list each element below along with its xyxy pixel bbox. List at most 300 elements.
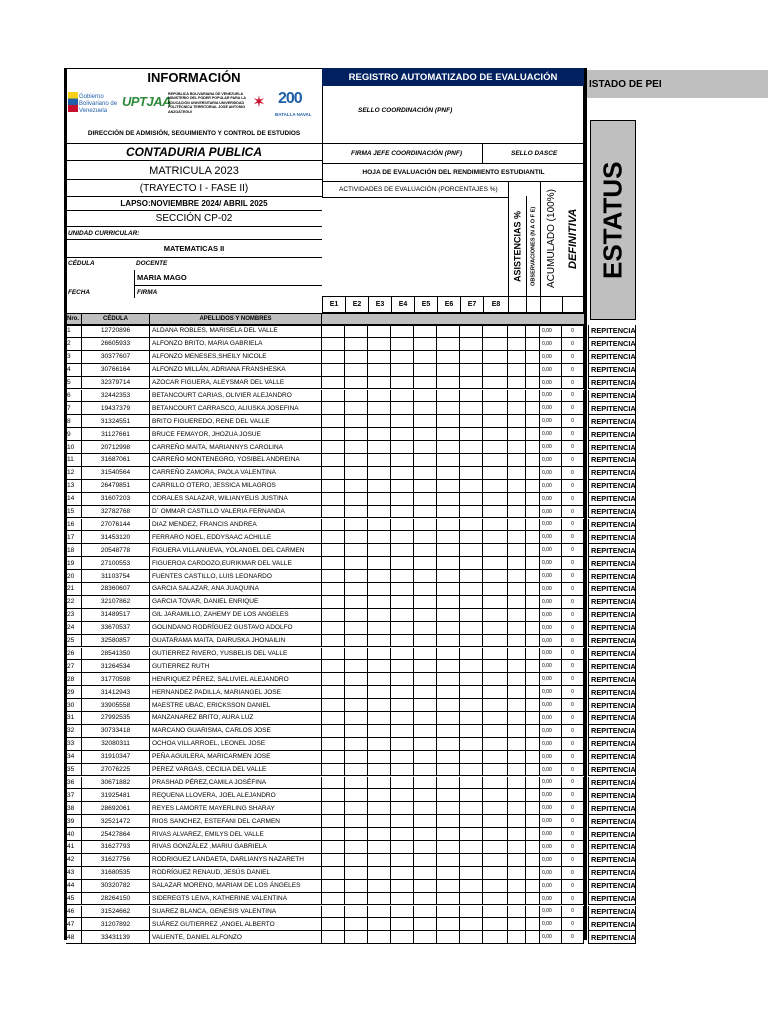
asistencia-cell[interactable]	[508, 880, 526, 892]
eval-cell[interactable]	[414, 325, 437, 337]
eval-cell[interactable]	[460, 841, 483, 853]
eval-cell[interactable]	[368, 402, 391, 414]
observacion-cell[interactable]	[526, 751, 540, 763]
eval-cell[interactable]	[322, 854, 345, 866]
eval-cell[interactable]	[322, 777, 345, 789]
eval-cell[interactable]	[460, 673, 483, 685]
observacion-cell[interactable]	[526, 893, 540, 905]
asistencia-cell[interactable]	[508, 686, 526, 698]
eval-cell[interactable]	[368, 377, 391, 389]
eval-cell[interactable]	[414, 390, 437, 402]
eval-cell[interactable]	[368, 428, 391, 440]
observacion-cell[interactable]	[526, 738, 540, 750]
asistencia-cell[interactable]	[508, 918, 526, 930]
eval-cell[interactable]	[322, 673, 345, 685]
observacion-cell[interactable]	[526, 918, 540, 930]
eval-cell[interactable]	[322, 609, 345, 621]
asistencia-cell[interactable]	[508, 377, 526, 389]
eval-cell[interactable]	[437, 519, 460, 531]
eval-cell[interactable]	[414, 480, 437, 492]
observacion-cell[interactable]	[526, 828, 540, 840]
observacion-cell[interactable]	[526, 867, 540, 879]
asistencia-cell[interactable]	[508, 815, 526, 827]
asistencia-cell[interactable]	[508, 738, 526, 750]
eval-cell[interactable]	[483, 441, 508, 453]
asistencia-cell[interactable]	[508, 338, 526, 350]
eval-cell[interactable]	[322, 867, 345, 879]
asistencia-cell[interactable]	[508, 906, 526, 918]
eval-cell[interactable]	[322, 699, 345, 711]
eval-cell[interactable]	[437, 673, 460, 685]
asistencia-cell[interactable]	[508, 789, 526, 801]
eval-cell[interactable]	[391, 841, 414, 853]
eval-cell[interactable]	[368, 906, 391, 918]
eval-cell[interactable]	[345, 815, 368, 827]
eval-cell[interactable]	[414, 712, 437, 724]
eval-cell[interactable]	[322, 635, 345, 647]
eval-cell[interactable]	[368, 441, 391, 453]
eval-cell[interactable]	[483, 480, 508, 492]
eval-cell[interactable]	[345, 686, 368, 698]
eval-cell[interactable]	[368, 648, 391, 660]
observacion-cell[interactable]	[526, 635, 540, 647]
eval-cell[interactable]	[345, 338, 368, 350]
eval-cell[interactable]	[391, 351, 414, 363]
eval-cell[interactable]	[437, 841, 460, 853]
eval-cell[interactable]	[483, 648, 508, 660]
eval-cell[interactable]	[322, 918, 345, 930]
eval-cell[interactable]	[414, 531, 437, 543]
eval-cell[interactable]	[322, 712, 345, 724]
eval-cell[interactable]	[460, 854, 483, 866]
eval-cell[interactable]	[368, 467, 391, 479]
asistencia-cell[interactable]	[508, 841, 526, 853]
eval-cell[interactable]	[391, 738, 414, 750]
eval-cell[interactable]	[322, 815, 345, 827]
asistencia-cell[interactable]	[508, 390, 526, 402]
eval-cell[interactable]	[391, 906, 414, 918]
asistencia-cell[interactable]	[508, 364, 526, 376]
eval-cell[interactable]	[483, 918, 508, 930]
eval-cell[interactable]	[460, 893, 483, 905]
eval-cell[interactable]	[368, 764, 391, 776]
eval-cell[interactable]	[368, 725, 391, 737]
asistencia-cell[interactable]	[508, 441, 526, 453]
eval-cell[interactable]	[345, 893, 368, 905]
eval-cell[interactable]	[322, 906, 345, 918]
asistencia-cell[interactable]	[508, 480, 526, 492]
eval-cell[interactable]	[437, 648, 460, 660]
asistencia-cell[interactable]	[508, 583, 526, 595]
eval-cell[interactable]	[460, 622, 483, 634]
observacion-cell[interactable]	[526, 725, 540, 737]
eval-cell[interactable]	[414, 454, 437, 466]
eval-cell[interactable]	[437, 738, 460, 750]
eval-cell[interactable]	[437, 506, 460, 518]
asistencia-cell[interactable]	[508, 931, 526, 943]
eval-cell[interactable]	[322, 880, 345, 892]
eval-cell[interactable]	[483, 906, 508, 918]
eval-cell[interactable]	[368, 802, 391, 814]
eval-cell[interactable]	[368, 867, 391, 879]
eval-cell[interactable]	[322, 428, 345, 440]
eval-cell[interactable]	[368, 660, 391, 672]
observacion-cell[interactable]	[526, 648, 540, 660]
eval-cell[interactable]	[483, 493, 508, 505]
eval-cell[interactable]	[414, 764, 437, 776]
eval-cell[interactable]	[414, 906, 437, 918]
eval-cell[interactable]	[460, 764, 483, 776]
eval-cell[interactable]	[368, 480, 391, 492]
eval-cell[interactable]	[345, 673, 368, 685]
eval-cell[interactable]	[322, 325, 345, 337]
eval-cell[interactable]	[437, 906, 460, 918]
eval-cell[interactable]	[345, 789, 368, 801]
eval-cell[interactable]	[391, 338, 414, 350]
eval-cell[interactable]	[368, 454, 391, 466]
eval-cell[interactable]	[391, 402, 414, 414]
observacion-cell[interactable]	[526, 467, 540, 479]
eval-cell[interactable]	[414, 867, 437, 879]
eval-cell[interactable]	[391, 648, 414, 660]
observacion-cell[interactable]	[526, 441, 540, 453]
eval-cell[interactable]	[414, 815, 437, 827]
asistencia-cell[interactable]	[508, 325, 526, 337]
eval-cell[interactable]	[391, 415, 414, 427]
eval-cell[interactable]	[368, 596, 391, 608]
eval-cell[interactable]	[460, 506, 483, 518]
observacion-cell[interactable]	[526, 712, 540, 724]
eval-cell[interactable]	[345, 738, 368, 750]
eval-cell[interactable]	[483, 338, 508, 350]
observacion-cell[interactable]	[526, 880, 540, 892]
eval-cell[interactable]	[391, 325, 414, 337]
eval-cell[interactable]	[483, 635, 508, 647]
eval-cell[interactable]	[391, 519, 414, 531]
eval-cell[interactable]	[391, 893, 414, 905]
eval-cell[interactable]	[414, 841, 437, 853]
eval-cell[interactable]	[345, 918, 368, 930]
eval-cell[interactable]	[414, 622, 437, 634]
eval-cell[interactable]	[345, 635, 368, 647]
eval-cell[interactable]	[437, 918, 460, 930]
eval-cell[interactable]	[483, 789, 508, 801]
eval-cell[interactable]	[345, 557, 368, 569]
observacion-cell[interactable]	[526, 493, 540, 505]
observacion-cell[interactable]	[526, 841, 540, 853]
eval-cell[interactable]	[368, 390, 391, 402]
eval-cell[interactable]	[414, 699, 437, 711]
eval-cell[interactable]	[345, 493, 368, 505]
eval-cell[interactable]	[391, 802, 414, 814]
eval-cell[interactable]	[391, 635, 414, 647]
eval-cell[interactable]	[483, 738, 508, 750]
eval-cell[interactable]	[437, 377, 460, 389]
eval-cell[interactable]	[368, 738, 391, 750]
eval-cell[interactable]	[483, 544, 508, 556]
eval-cell[interactable]	[391, 880, 414, 892]
asistencia-cell[interactable]	[508, 570, 526, 582]
eval-cell[interactable]	[483, 596, 508, 608]
eval-cell[interactable]	[414, 441, 437, 453]
eval-cell[interactable]	[437, 712, 460, 724]
asistencia-cell[interactable]	[508, 673, 526, 685]
eval-cell[interactable]	[345, 364, 368, 376]
eval-cell[interactable]	[322, 364, 345, 376]
eval-cell[interactable]	[437, 531, 460, 543]
asistencia-cell[interactable]	[508, 699, 526, 711]
eval-cell[interactable]	[414, 377, 437, 389]
eval-cell[interactable]	[460, 467, 483, 479]
asistencia-cell[interactable]	[508, 751, 526, 763]
eval-cell[interactable]	[460, 415, 483, 427]
asistencia-cell[interactable]	[508, 467, 526, 479]
eval-cell[interactable]	[322, 480, 345, 492]
eval-cell[interactable]	[322, 648, 345, 660]
asistencia-cell[interactable]	[508, 777, 526, 789]
eval-cell[interactable]	[322, 390, 345, 402]
asistencia-cell[interactable]	[508, 764, 526, 776]
eval-cell[interactable]	[483, 841, 508, 853]
eval-cell[interactable]	[483, 325, 508, 337]
eval-cell[interactable]	[414, 428, 437, 440]
eval-cell[interactable]	[483, 467, 508, 479]
asistencia-cell[interactable]	[508, 828, 526, 840]
eval-cell[interactable]	[368, 531, 391, 543]
eval-cell[interactable]	[460, 454, 483, 466]
observacion-cell[interactable]	[526, 519, 540, 531]
eval-cell[interactable]	[368, 364, 391, 376]
eval-cell[interactable]	[483, 583, 508, 595]
eval-cell[interactable]	[368, 880, 391, 892]
eval-cell[interactable]	[483, 557, 508, 569]
eval-cell[interactable]	[414, 725, 437, 737]
eval-cell[interactable]	[391, 673, 414, 685]
eval-cell[interactable]	[368, 686, 391, 698]
observacion-cell[interactable]	[526, 622, 540, 634]
eval-cell[interactable]	[483, 454, 508, 466]
eval-cell[interactable]	[345, 854, 368, 866]
eval-cell[interactable]	[322, 415, 345, 427]
eval-cell[interactable]	[483, 712, 508, 724]
eval-cell[interactable]	[437, 402, 460, 414]
eval-cell[interactable]	[483, 402, 508, 414]
eval-cell[interactable]	[391, 931, 414, 943]
eval-cell[interactable]	[368, 506, 391, 518]
observacion-cell[interactable]	[526, 454, 540, 466]
eval-cell[interactable]	[414, 519, 437, 531]
eval-cell[interactable]	[437, 351, 460, 363]
observacion-cell[interactable]	[526, 854, 540, 866]
eval-cell[interactable]	[460, 699, 483, 711]
eval-cell[interactable]	[391, 751, 414, 763]
observacion-cell[interactable]	[526, 415, 540, 427]
observacion-cell[interactable]	[526, 802, 540, 814]
eval-cell[interactable]	[460, 686, 483, 698]
eval-cell[interactable]	[414, 738, 437, 750]
eval-cell[interactable]	[345, 828, 368, 840]
eval-cell[interactable]	[322, 570, 345, 582]
eval-cell[interactable]	[368, 338, 391, 350]
eval-cell[interactable]	[322, 583, 345, 595]
eval-cell[interactable]	[345, 699, 368, 711]
eval-cell[interactable]	[483, 764, 508, 776]
eval-cell[interactable]	[437, 544, 460, 556]
observacion-cell[interactable]	[526, 325, 540, 337]
eval-cell[interactable]	[437, 635, 460, 647]
eval-cell[interactable]	[345, 570, 368, 582]
eval-cell[interactable]	[414, 893, 437, 905]
observacion-cell[interactable]	[526, 609, 540, 621]
asistencia-cell[interactable]	[508, 893, 526, 905]
eval-cell[interactable]	[483, 854, 508, 866]
eval-cell[interactable]	[345, 377, 368, 389]
eval-cell[interactable]	[322, 454, 345, 466]
eval-cell[interactable]	[483, 880, 508, 892]
asistencia-cell[interactable]	[508, 802, 526, 814]
eval-cell[interactable]	[391, 441, 414, 453]
asistencia-cell[interactable]	[508, 506, 526, 518]
eval-cell[interactable]	[414, 467, 437, 479]
eval-cell[interactable]	[322, 338, 345, 350]
eval-cell[interactable]	[437, 493, 460, 505]
eval-cell[interactable]	[483, 751, 508, 763]
eval-cell[interactable]	[368, 673, 391, 685]
eval-cell[interactable]	[368, 815, 391, 827]
eval-cell[interactable]	[345, 506, 368, 518]
eval-cell[interactable]	[391, 660, 414, 672]
eval-cell[interactable]	[345, 325, 368, 337]
eval-cell[interactable]	[345, 467, 368, 479]
eval-cell[interactable]	[414, 751, 437, 763]
eval-cell[interactable]	[437, 480, 460, 492]
observacion-cell[interactable]	[526, 338, 540, 350]
observacion-cell[interactable]	[526, 506, 540, 518]
eval-cell[interactable]	[322, 531, 345, 543]
asistencia-cell[interactable]	[508, 544, 526, 556]
eval-cell[interactable]	[414, 570, 437, 582]
observacion-cell[interactable]	[526, 557, 540, 569]
eval-cell[interactable]	[345, 751, 368, 763]
eval-cell[interactable]	[437, 428, 460, 440]
eval-cell[interactable]	[437, 596, 460, 608]
eval-cell[interactable]	[483, 377, 508, 389]
eval-cell[interactable]	[368, 918, 391, 930]
eval-cell[interactable]	[460, 609, 483, 621]
eval-cell[interactable]	[368, 557, 391, 569]
eval-cell[interactable]	[483, 828, 508, 840]
eval-cell[interactable]	[345, 622, 368, 634]
eval-cell[interactable]	[437, 338, 460, 350]
eval-cell[interactable]	[414, 596, 437, 608]
eval-cell[interactable]	[437, 764, 460, 776]
eval-cell[interactable]	[483, 351, 508, 363]
eval-cell[interactable]	[483, 622, 508, 634]
eval-cell[interactable]	[368, 841, 391, 853]
eval-cell[interactable]	[391, 828, 414, 840]
eval-cell[interactable]	[414, 583, 437, 595]
eval-cell[interactable]	[368, 519, 391, 531]
eval-cell[interactable]	[437, 777, 460, 789]
eval-cell[interactable]	[391, 854, 414, 866]
eval-cell[interactable]	[483, 364, 508, 376]
eval-cell[interactable]	[368, 609, 391, 621]
asistencia-cell[interactable]	[508, 867, 526, 879]
observacion-cell[interactable]	[526, 390, 540, 402]
asistencia-cell[interactable]	[508, 351, 526, 363]
eval-cell[interactable]	[368, 828, 391, 840]
eval-cell[interactable]	[483, 428, 508, 440]
eval-cell[interactable]	[345, 531, 368, 543]
asistencia-cell[interactable]	[508, 648, 526, 660]
eval-cell[interactable]	[391, 764, 414, 776]
observacion-cell[interactable]	[526, 583, 540, 595]
eval-cell[interactable]	[391, 867, 414, 879]
eval-cell[interactable]	[345, 660, 368, 672]
eval-cell[interactable]	[322, 377, 345, 389]
eval-cell[interactable]	[460, 777, 483, 789]
eval-cell[interactable]	[391, 815, 414, 827]
eval-cell[interactable]	[437, 660, 460, 672]
eval-cell[interactable]	[345, 519, 368, 531]
eval-cell[interactable]	[414, 415, 437, 427]
asistencia-cell[interactable]	[508, 609, 526, 621]
eval-cell[interactable]	[460, 880, 483, 892]
eval-cell[interactable]	[391, 544, 414, 556]
eval-cell[interactable]	[460, 377, 483, 389]
eval-cell[interactable]	[368, 893, 391, 905]
asistencia-cell[interactable]	[508, 712, 526, 724]
eval-cell[interactable]	[460, 596, 483, 608]
observacion-cell[interactable]	[526, 789, 540, 801]
eval-cell[interactable]	[460, 428, 483, 440]
eval-cell[interactable]	[391, 570, 414, 582]
eval-cell[interactable]	[460, 570, 483, 582]
eval-cell[interactable]	[322, 751, 345, 763]
eval-cell[interactable]	[322, 828, 345, 840]
eval-cell[interactable]	[368, 325, 391, 337]
eval-cell[interactable]	[437, 751, 460, 763]
observacion-cell[interactable]	[526, 480, 540, 492]
eval-cell[interactable]	[483, 660, 508, 672]
eval-cell[interactable]	[460, 906, 483, 918]
eval-cell[interactable]	[345, 880, 368, 892]
observacion-cell[interactable]	[526, 686, 540, 698]
eval-cell[interactable]	[391, 467, 414, 479]
eval-cell[interactable]	[437, 583, 460, 595]
eval-cell[interactable]	[460, 751, 483, 763]
observacion-cell[interactable]	[526, 764, 540, 776]
asistencia-cell[interactable]	[508, 635, 526, 647]
eval-cell[interactable]	[322, 402, 345, 414]
eval-cell[interactable]	[460, 635, 483, 647]
eval-cell[interactable]	[322, 351, 345, 363]
observacion-cell[interactable]	[526, 351, 540, 363]
eval-cell[interactable]	[414, 557, 437, 569]
eval-cell[interactable]	[437, 390, 460, 402]
eval-cell[interactable]	[345, 402, 368, 414]
eval-cell[interactable]	[437, 815, 460, 827]
eval-cell[interactable]	[460, 441, 483, 453]
eval-cell[interactable]	[460, 725, 483, 737]
eval-cell[interactable]	[460, 583, 483, 595]
asistencia-cell[interactable]	[508, 519, 526, 531]
asistencia-cell[interactable]	[508, 493, 526, 505]
eval-cell[interactable]	[345, 454, 368, 466]
eval-cell[interactable]	[322, 493, 345, 505]
eval-cell[interactable]	[414, 931, 437, 943]
eval-cell[interactable]	[391, 557, 414, 569]
